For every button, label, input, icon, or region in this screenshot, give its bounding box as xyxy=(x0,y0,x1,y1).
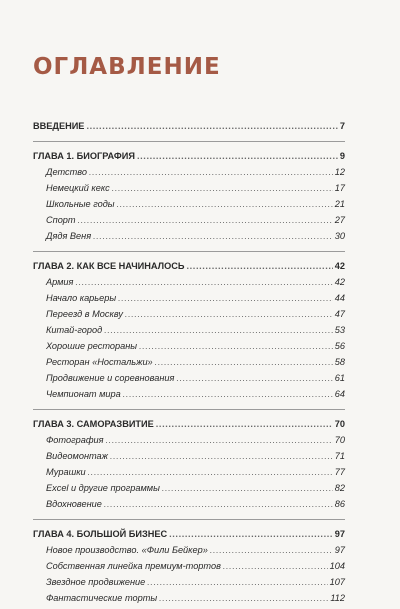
section-label: Фантастические торты xyxy=(46,593,158,603)
section-label: Дядя Веня xyxy=(46,231,92,241)
leader-dots xyxy=(89,164,333,180)
chapter-label: ГЛАВА 3. САМОРАЗВИТИЕ xyxy=(33,419,154,429)
leader-dots xyxy=(104,322,333,338)
section-page: 12 xyxy=(334,167,345,177)
leader-dots xyxy=(162,480,333,496)
toc-entry-section xyxy=(33,448,345,464)
leader-dots xyxy=(137,148,338,164)
page-title: ОГЛАВЛЕНИЕ xyxy=(33,54,221,80)
leader-dots xyxy=(118,290,333,306)
chapter-label: ГЛАВА 1. БИОГРАФИЯ xyxy=(33,151,135,161)
section-page: 58 xyxy=(334,357,345,367)
section-label: Армия xyxy=(46,277,74,287)
section-page: 53 xyxy=(334,325,345,335)
chapter-page: 70 xyxy=(334,419,345,429)
leader-dots xyxy=(88,464,333,480)
section-page: 70 xyxy=(334,435,345,445)
section-label: Звездное продвижение xyxy=(46,577,146,587)
section-page: 64 xyxy=(334,389,345,399)
section-label: Хорошие рестораны xyxy=(46,341,138,351)
leader-dots xyxy=(123,386,333,402)
toc-entry-section xyxy=(33,496,345,512)
section-label: Чемпионат мира xyxy=(46,389,121,399)
section-label: Немецкий кекс xyxy=(46,183,110,193)
leader-dots xyxy=(159,590,328,606)
section-page: 42 xyxy=(334,277,345,287)
toc-entry-chapter xyxy=(33,148,345,164)
toc-entry-chapter xyxy=(33,416,345,432)
leader-dots xyxy=(106,432,333,448)
section-page: 27 xyxy=(334,215,345,225)
section-label: Ресторан «Ностальжи» xyxy=(46,357,153,367)
entry-label: ВВЕДЕНИЕ xyxy=(33,121,85,131)
leader-dots xyxy=(86,118,337,134)
toc-entry-section xyxy=(33,228,345,244)
toc-entry-section xyxy=(33,290,345,306)
toc-entry-section xyxy=(33,590,345,606)
toc-entry-section xyxy=(33,354,345,370)
leader-dots xyxy=(117,196,333,212)
toc-entry-chapter xyxy=(33,526,345,542)
toc-entry-section xyxy=(33,164,345,180)
toc-entry-intro xyxy=(33,118,345,134)
toc-entry-section xyxy=(33,212,345,228)
leader-dots xyxy=(169,526,333,542)
toc-entry-section xyxy=(33,464,345,480)
section-page: 56 xyxy=(334,341,345,351)
section-label: Мурашки xyxy=(46,467,86,477)
leader-dots xyxy=(78,212,333,228)
section-page: 30 xyxy=(334,231,345,241)
leader-dots xyxy=(156,416,333,432)
toc-entry-section xyxy=(33,196,345,212)
section-page: 21 xyxy=(334,199,345,209)
section-label: Продвижение и соревнования xyxy=(46,373,175,383)
leader-dots xyxy=(210,542,333,558)
chapter-page: 42 xyxy=(334,261,345,271)
toc-entry-section xyxy=(33,322,345,338)
section-page: 47 xyxy=(334,309,345,319)
section-page: 77 xyxy=(334,467,345,477)
section-label: Начало карьеры xyxy=(46,293,117,303)
toc-entry-section xyxy=(33,338,345,354)
section-label: Excel и другие программы xyxy=(46,483,160,493)
toc-entry-section xyxy=(33,274,345,290)
entry-page: 7 xyxy=(339,121,345,131)
toc-entry-section xyxy=(33,558,345,574)
leader-dots xyxy=(186,258,332,274)
section-page: 107 xyxy=(329,577,345,587)
leader-dots xyxy=(223,558,328,574)
section-label: Вдохновение xyxy=(46,499,102,509)
leader-dots xyxy=(176,370,332,386)
section-page: 44 xyxy=(334,293,345,303)
section-label: Собственная линейка премиум-тортов xyxy=(46,561,221,571)
section-divider xyxy=(33,519,345,520)
toc-entry-section xyxy=(33,386,345,402)
section-label: Новое производство. «Фили Бейкер» xyxy=(46,545,208,555)
section-divider xyxy=(33,251,345,252)
section-divider xyxy=(33,141,345,142)
chapter-label: ГЛАВА 4. БОЛЬШОЙ БИЗНЕС xyxy=(33,529,168,539)
toc-entry-section xyxy=(33,180,345,196)
leader-dots xyxy=(147,574,327,590)
toc-entry-section xyxy=(33,480,345,496)
section-page: 97 xyxy=(334,545,345,555)
section-page: 71 xyxy=(334,451,345,461)
section-page: 17 xyxy=(334,183,345,193)
section-page: 104 xyxy=(329,561,345,571)
section-page: 61 xyxy=(334,373,345,383)
leader-dots xyxy=(75,274,332,290)
section-page: 112 xyxy=(330,593,345,603)
leader-dots xyxy=(112,180,333,196)
section-label: Школьные годы xyxy=(46,199,115,209)
toc-entry-section xyxy=(33,432,345,448)
leader-dots xyxy=(155,354,333,370)
chapter-page: 97 xyxy=(334,529,345,539)
table-of-contents xyxy=(33,118,345,606)
leader-dots xyxy=(139,338,333,354)
toc-entry-section xyxy=(33,542,345,558)
section-divider xyxy=(33,409,345,410)
chapters-list xyxy=(33,141,345,606)
leader-dots xyxy=(104,496,333,512)
toc-entry-chapter xyxy=(33,258,345,274)
section-label: Спорт xyxy=(46,215,76,225)
leader-dots xyxy=(93,228,333,244)
leader-dots xyxy=(125,306,333,322)
chapter-page: 9 xyxy=(339,151,345,161)
section-label: Детство xyxy=(46,167,87,177)
section-label: Фотография xyxy=(46,435,104,445)
section-label: Переезд в Москву xyxy=(46,309,123,319)
toc-entry-section xyxy=(33,370,345,386)
leader-dots xyxy=(110,448,333,464)
toc-entry-section xyxy=(33,574,345,590)
chapter-label: ГЛАВА 2. КАК ВСЕ НАЧИНАЛОСЬ xyxy=(33,261,185,271)
section-label: Видеомонтаж xyxy=(46,451,108,461)
section-page: 82 xyxy=(334,483,345,493)
section-label: Китай-город xyxy=(46,325,103,335)
section-page: 86 xyxy=(334,499,345,509)
toc-entry-section xyxy=(33,306,345,322)
